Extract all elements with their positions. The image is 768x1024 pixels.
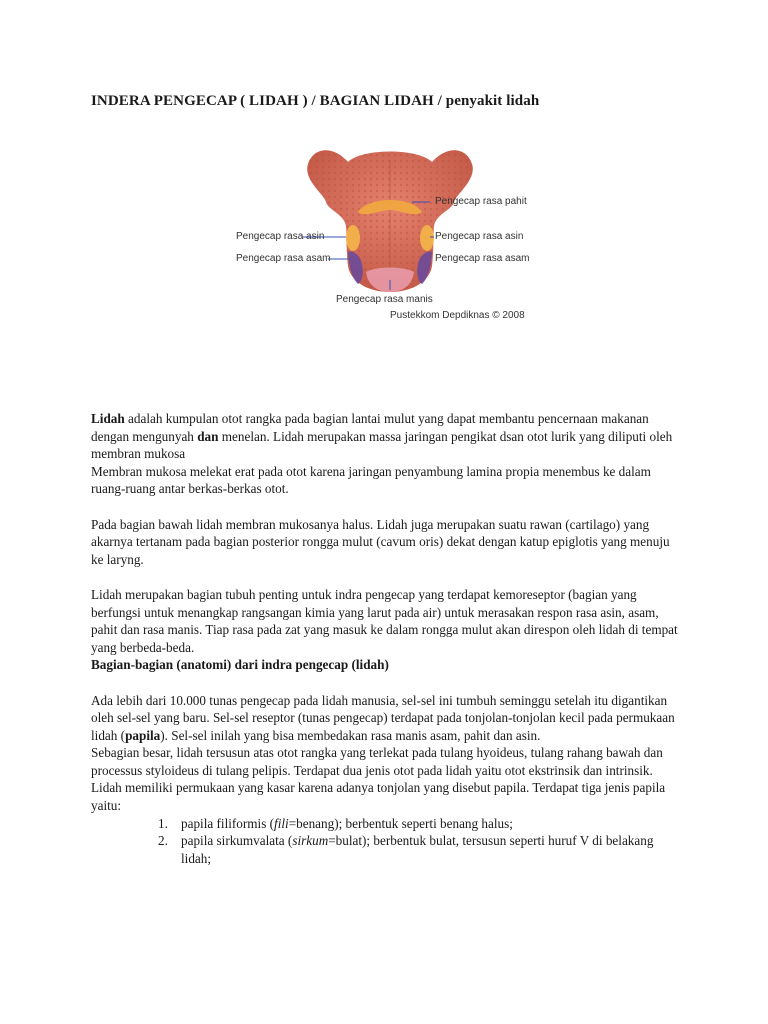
paragraph-5: Ada lebih dari 10.000 tunas pengecap pada lidah manusia, sel-sel ini tumbuh seminggu setelah itu digantikan oleh sel-sel yang baru. Sel-sel reseptor (tunas pengecap) terdapat pada tonjolan-tonjolan kecil pada permukaan lidah (papila). Sel-sel inilah yang bisa membedakan rasa manis asam, pahit dan asin.	[91, 692, 675, 743]
paragraph-6: Sebagian besar, lidah tersusun atas otot rangka yang terlekat pada tulang hyoideus, tulang rahang bawah dan processus styloideus di tulang pelipis. Terdapat dua jenis otot pada lidah yaitu otot ekstrinsik dan intrinsik.	[91, 745, 663, 778]
label-manis: Pengecap rasa manis	[336, 294, 433, 305]
term-dan: dan	[197, 428, 219, 444]
paragraph-1: Lidah adalah kumpulan otot rangka pada bagian lantai mulut yang dapat membantu pencernaan makanan dengan mengunyah dan menelan. Lidah merupakan massa jaringan pengikat dsan otot lurik yang diliputi oleh membran mukosa	[91, 411, 673, 462]
term-lidah: Lidah	[91, 411, 125, 426]
article-body	[91, 410, 681, 867]
paragraph-3: Pada bagian bawah lidah membran mukosanya halus. Lidah juga merupakan suatu rawan (cartilago) yang akarnya tertanam pada bagian posterior rongga mulut (cavum oris) dekat dengan katup epiglotis yang menuju ke laryng.	[91, 516, 670, 567]
page-title: INDERA PENGECAP ( LIDAH ) / BAGIAN LIDAH / penyakit lidah	[91, 93, 540, 109]
zone-asin-right	[420, 225, 434, 251]
label-pahit: Pengecap rasa pahit	[435, 196, 527, 207]
label-asam-right: Pengecap rasa asam	[435, 253, 530, 264]
section-heading: Bagian-bagian (anatomi) dari indra pengecap (lidah)	[91, 657, 389, 673]
paragraph-7: Lidah memiliki permukaan yang kasar karena adanya tonjolan yang disebut papila. Terdapat tiga jenis papila yaitu:	[91, 780, 666, 814]
label-asin-right: Pengecap rasa asin	[435, 231, 524, 242]
paragraph-2: Membran mukosa melekat erat pada otot karena jaringan penyambung lamina propia menembus ke dalam ruang-ruang antar berkas-berkas otot.	[91, 463, 651, 497]
tongue-diagram	[230, 140, 540, 330]
papila-list	[91, 815, 681, 868]
list-item: 2. papila sirkumvalata (sirkum=bulat); berbentuk bulat, tersusun seperti huruf V di belakang lidah;	[158, 833, 654, 866]
zone-asin-left	[346, 225, 360, 251]
label-asin-left: Pengecap rasa asin	[236, 231, 325, 242]
paragraph-4: Lidah merupakan bagian tubuh penting untuk indra pengecap yang terdapat kemoreseptor (bagian yang berfungsi untuk menangkap rangsangan kimia yang larut pada air) untuk merasakan respon rasa asin, asam, pahit dan rasa manis. Tiap rasa pada zat yang masuk ke dalam rongga mulut akan direspon oleh lidah di tempat yang berbeda-beda.	[91, 586, 678, 655]
list-item: 1. papila filiformis (fili=benang); berbentuk seperti benang halus;	[158, 815, 513, 831]
term-papila: papila	[125, 727, 161, 743]
label-asam-left: Pengecap rasa asam	[236, 253, 331, 264]
figure-credit: Pustekkom Depdiknas © 2008	[390, 310, 525, 321]
